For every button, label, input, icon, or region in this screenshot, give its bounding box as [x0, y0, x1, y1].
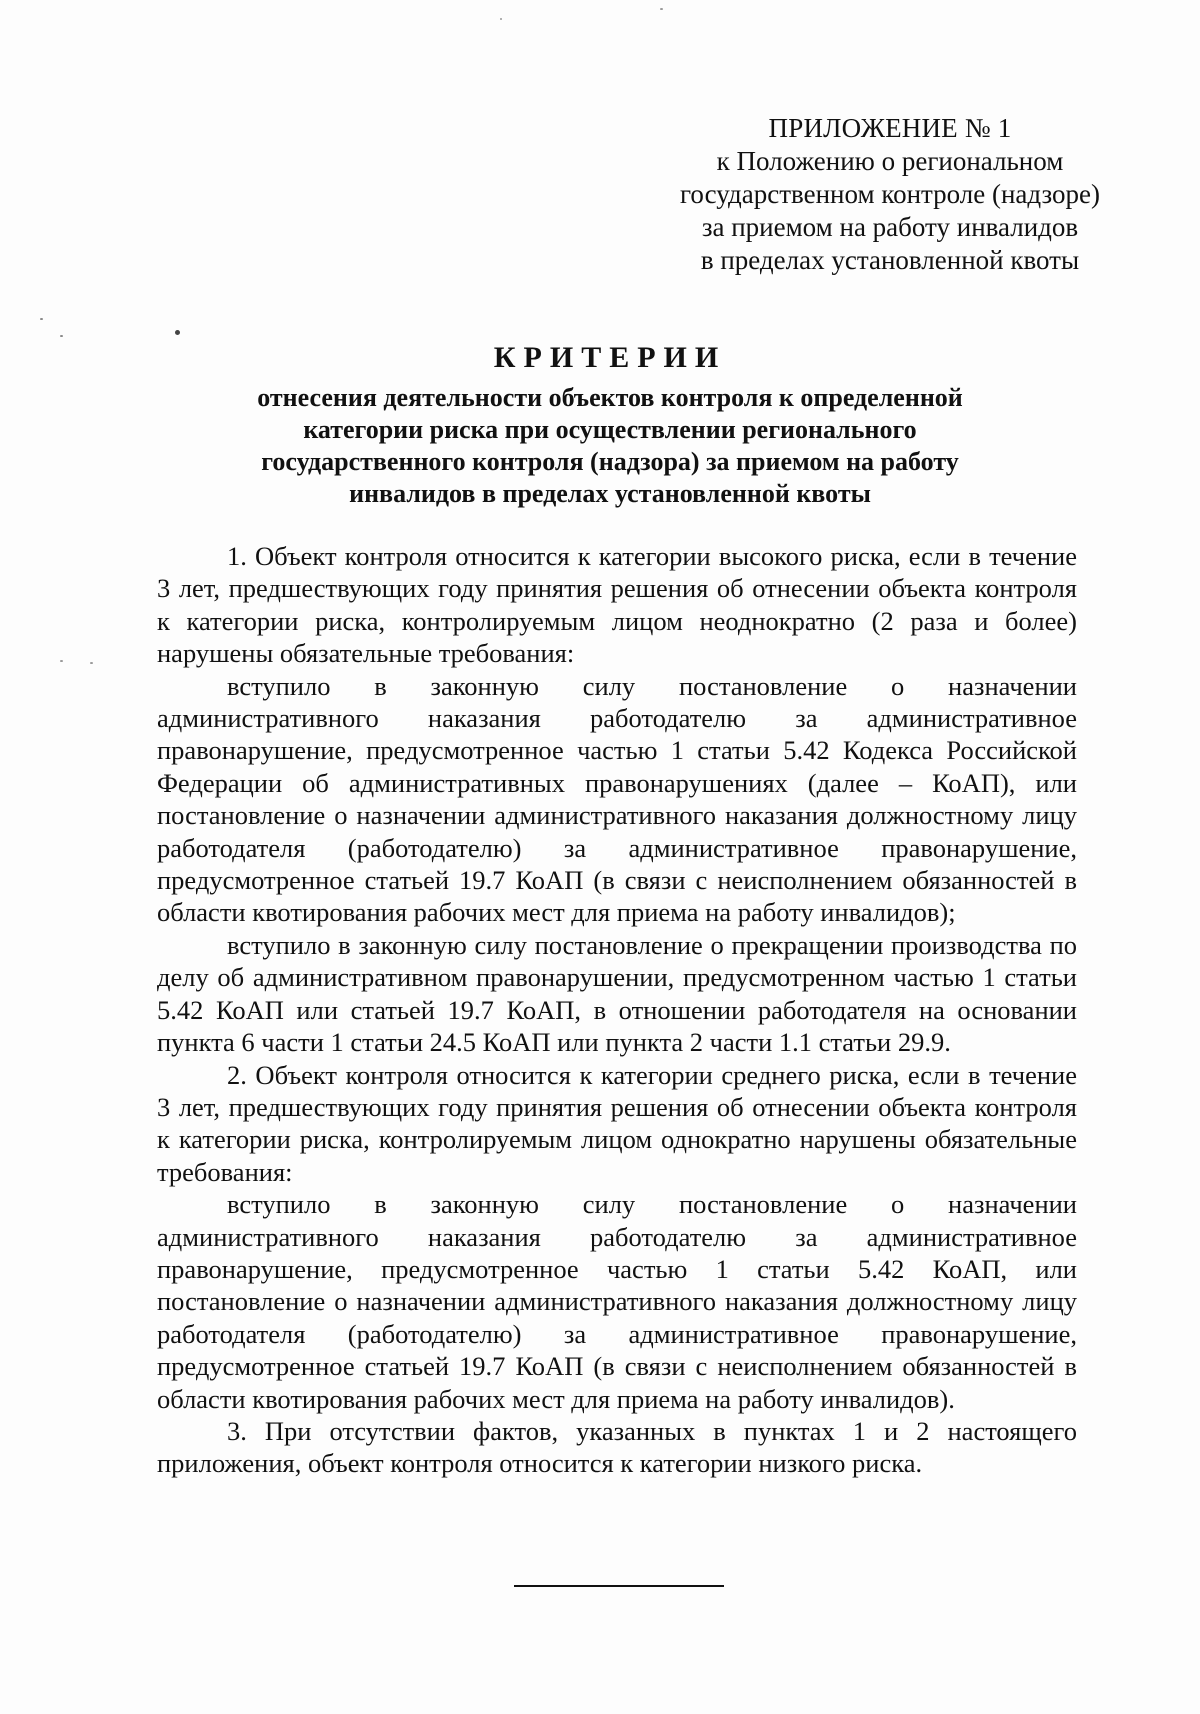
title-subtitle-line: инвалидов в пределах установленной квоты — [349, 479, 871, 508]
appendix-header — [620, 112, 1160, 277]
appendix-line: за приемом на работу инвалидов — [701, 212, 1079, 242]
title-main: КРИТЕРИИ — [493, 341, 727, 374]
scan-speck — [60, 335, 63, 337]
paragraph-medium-risk: 2. Объект контроля относится к категории среднего риска, если в течение 3 лет, предшествующих году принятия решения об отнесении объекта контроля к категории риска, контролируемым лицом однократно нарушены обязательные требования: — [157, 1059, 1077, 1187]
appendix-heading: ПРИЛОЖЕНИЕ № 1 — [768, 113, 1012, 143]
scan-speck — [90, 662, 93, 664]
scan-speck — [500, 18, 502, 20]
document-title — [150, 340, 1070, 510]
appendix-line: государственном контроле (надзоре) — [680, 179, 1100, 209]
paragraph-medium-risk-item-1: вступило в законную силу постановление о назначении административного наказания работодателю за административное правонарушение, предусмотренное частью 1 статьи 5.42 КоАП, или постановление о назначении административного наказания должностному лицу работодателя (работодателю) за административное правонарушение, предусмотренное статьей 19.7 КоАП (в связи с неисполнением обязанностей в области квотирования рабочих мест для приема на работу инвалидов). — [157, 1189, 1077, 1414]
title-subtitle-line: государственного контроля (надзора) за приемом на работу — [261, 447, 959, 476]
paragraph-high-risk-item-1: вступило в законную силу постановление о назначении административного наказания работодателю за административное правонарушение, предусмотренное частью 1 статьи 5.42 Кодекса Российской Федерации об административных правонарушениях (далее – КоАП), или постановление о назначении административного наказания должностному лицу работодателя (работодателю) за административное правонарушение, предусмотренное статьей 19.7 КоАП (в связи с неисполнением обязанностей в области квотирования рабочих мест для приема на работу инвалидов); — [157, 670, 1077, 928]
scan-speck — [40, 318, 43, 320]
closing-divider — [514, 1585, 724, 1587]
scan-speck — [60, 660, 63, 662]
paragraph-high-risk-item-2: вступило в законную силу постановление о прекращении производства по делу об административном правонарушении, предусмотренном частью 1 статьи 5.42 КоАП или статьей 19.7 КоАП, в отношении работодателя на основании пункта 6 части 1 статьи 24.5 КоАП или пункта 2 части 1.1 статьи 29.9. — [157, 929, 1077, 1058]
title-subtitle-line: категории риска при осуществлении регионального — [303, 415, 917, 444]
document-body — [157, 540, 1077, 1480]
appendix-line: к Положению о региональном — [716, 146, 1064, 176]
scan-speck — [175, 330, 180, 335]
paragraph-high-risk: 1. Объект контроля относится к категории высокого риска, если в течение 3 лет, предшествующих году принятия решения об отнесении объекта контроля к категории риска, контролируемым лицом неоднократно (2 раза и более) нарушены обязательные требования: — [157, 541, 1077, 669]
scan-speck — [660, 8, 663, 10]
paragraph-low-risk: 3. При отсутствии фактов, указанных в пунктах 1 и 2 настоящего приложения, объект контроля относится к категории низкого риска. — [157, 1415, 1077, 1479]
appendix-line: в пределах установленной квоты — [700, 245, 1080, 275]
title-subtitle-line: отнесения деятельности объектов контроля к определенной — [257, 383, 963, 412]
